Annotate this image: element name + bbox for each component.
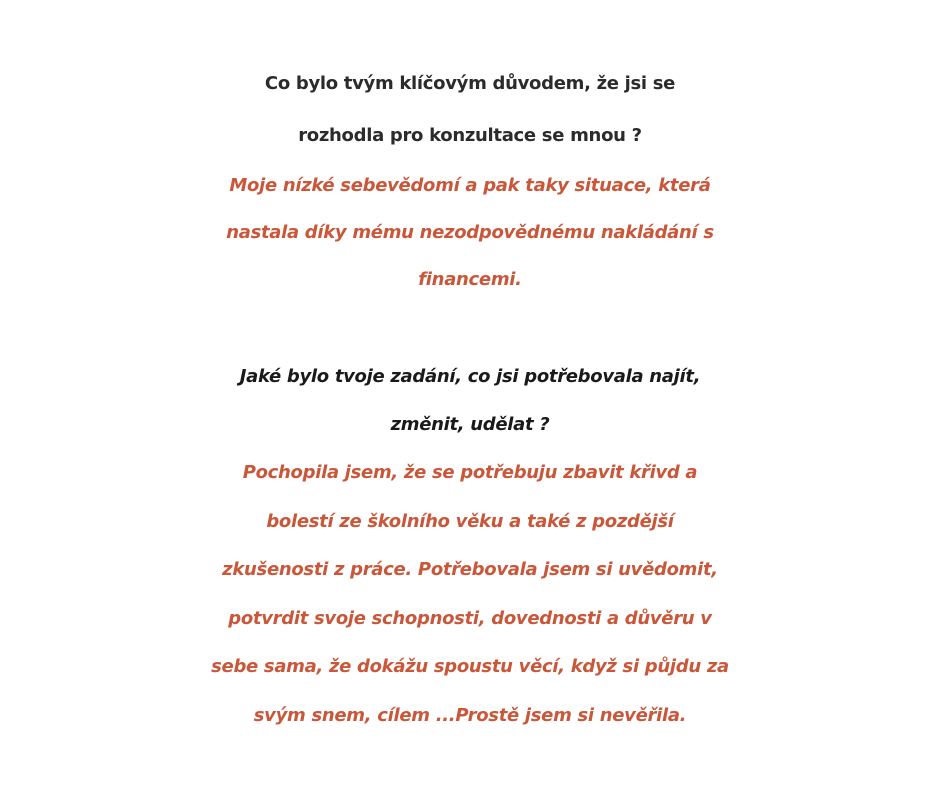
answer-2-line: svým snem, cílem ...Prostě jsem si nevěřila. [253, 704, 687, 726]
section-spacer [0, 303, 940, 353]
question-1-line: Co bylo tvým klíčovým důvodem, že jsi se [264, 73, 676, 94]
answer-1-line: nastala díky mému nezodpovědnému nakládání s [226, 222, 714, 243]
question-2 [0, 353, 940, 449]
answer-2-line: sebe sama, že dokážu spoustu věcí, když si půjdu za [211, 656, 729, 677]
answer-1-line: financemi. [418, 269, 522, 290]
answer-2-line: bolestí ze školního věku a také z pozdější [266, 510, 674, 532]
answer-1 [0, 162, 940, 303]
question-1 [0, 58, 940, 162]
answer-2-line: Pochopila jsem, že se potřebuju zbavit křivd a [242, 462, 698, 483]
answer-2-line: potvrdit svoje schopnosti, dovednosti a důvěru v [228, 607, 712, 629]
answer-1-line: Moje nízké sebevědomí a pak taky situace, která [229, 175, 711, 196]
answer-2 [0, 449, 940, 740]
question-2-line: změnit, udělat ? [390, 414, 550, 435]
answer-2-line: zkušenosti z práce. Potřebovala jsem si uvědomit, [222, 559, 718, 580]
question-1-line: rozhodla pro konzultace se mnou ? [298, 125, 642, 146]
question-2-line: Jaké bylo tvoje zadání, co jsi potřebovala najít, [239, 366, 701, 387]
